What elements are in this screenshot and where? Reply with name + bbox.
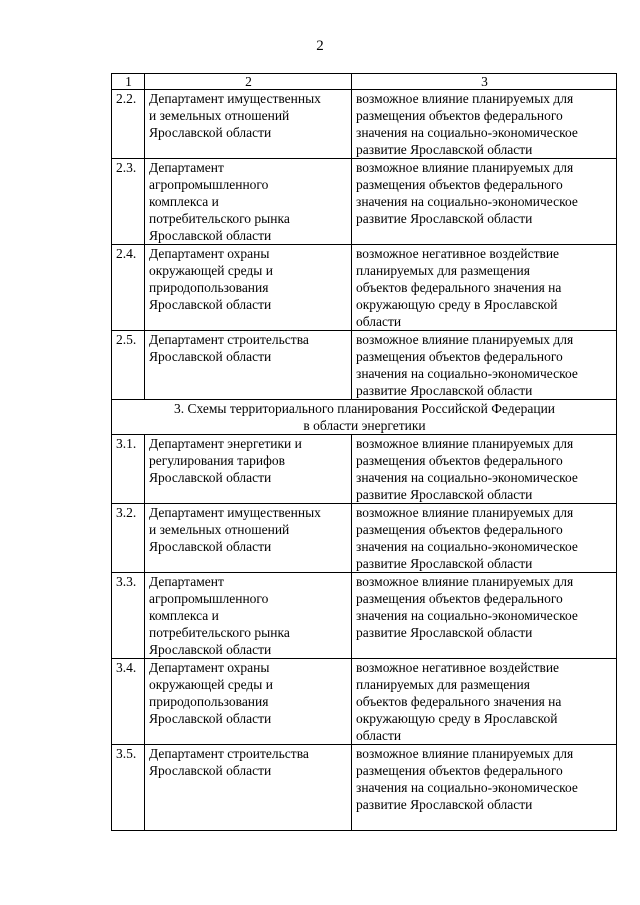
table-row bbox=[112, 159, 617, 245]
row-number: 2.3. bbox=[112, 159, 145, 245]
table-row bbox=[112, 573, 617, 659]
impact-description: возможное влияние планируемых для размещения объектов федерального значения на социально-экономическое развитие Ярославской области bbox=[356, 574, 578, 640]
table-row bbox=[112, 90, 617, 159]
department-name: Департамент имущественных и земельных отношений Ярославской области bbox=[149, 505, 321, 554]
row-number: 3.1. bbox=[112, 435, 145, 504]
impact-description: возможное влияние планируемых для размещения объектов федерального значения на социально-экономическое развитие Ярославской области bbox=[356, 160, 578, 226]
page-number: 2 bbox=[316, 38, 324, 54]
impact-description: возможное влияние планируемых для размещения объектов федерального значения на социально-экономическое развитие Ярославской области bbox=[356, 91, 578, 157]
table-row bbox=[112, 435, 617, 504]
row-number: 3.5. bbox=[112, 745, 145, 831]
department-name: Департамент строительства Ярославской области bbox=[149, 746, 309, 778]
department-name: Департамент охраны окружающей среды и природопользования Ярославской области bbox=[149, 246, 273, 312]
table-row bbox=[112, 245, 617, 331]
row-number: 3.3. bbox=[112, 573, 145, 659]
row-number: 2.4. bbox=[112, 245, 145, 331]
department-name: Департамент строительства Ярославской области bbox=[149, 332, 309, 364]
section-title: 3. Схемы территориального планирования Российской Федерации в области энергетики bbox=[173, 401, 556, 433]
department-name: Департамент агропромышленного комплекса и потребительского рынка Ярославской области bbox=[149, 574, 290, 657]
department-name: Департамент агропромышленного комплекса и потребительского рынка Ярославской области bbox=[149, 160, 290, 243]
table-row bbox=[112, 504, 617, 573]
table-header-row bbox=[112, 74, 617, 90]
row-number: 2.2. bbox=[112, 90, 145, 159]
row-number: 3.4. bbox=[112, 659, 145, 745]
impact-description: возможное влияние планируемых для размещения объектов федерального значения на социально-экономическое развитие Ярославской области bbox=[356, 505, 578, 571]
impact-description: возможное негативное воздействие планируемых для размещения объектов федерального значения на окружающую среду в Ярославской области bbox=[356, 660, 562, 743]
department-name: Департамент имущественных и земельных отношений Ярославской области bbox=[149, 91, 321, 140]
section-header-row bbox=[112, 400, 617, 435]
impact-description: возможное влияние планируемых для размещения объектов федерального значения на социально-экономическое развитие Ярославской области bbox=[356, 436, 578, 502]
column-header: 3 bbox=[352, 74, 617, 90]
row-number: 2.5. bbox=[112, 331, 145, 400]
impact-description: возможное влияние планируемых для размещения объектов федерального значения на социально-экономическое развитие Ярославской области bbox=[356, 332, 578, 398]
departments-table bbox=[111, 73, 617, 831]
table-row bbox=[112, 331, 617, 400]
table-row bbox=[112, 745, 617, 831]
table-row bbox=[112, 659, 617, 745]
column-header: 1 bbox=[112, 74, 145, 90]
column-header: 2 bbox=[145, 74, 352, 90]
impact-description: возможное влияние планируемых для размещения объектов федерального значения на социально-экономическое развитие Ярославской области bbox=[356, 746, 578, 812]
department-name: Департамент энергетики и регулирования тарифов Ярославской области bbox=[149, 436, 302, 485]
row-number: 3.2. bbox=[112, 504, 145, 573]
impact-description: возможное негативное воздействие планируемых для размещения объектов федерального значения на окружающую среду в Ярославской области bbox=[356, 246, 562, 329]
department-name: Департамент охраны окружающей среды и природопользования Ярославской области bbox=[149, 660, 273, 726]
